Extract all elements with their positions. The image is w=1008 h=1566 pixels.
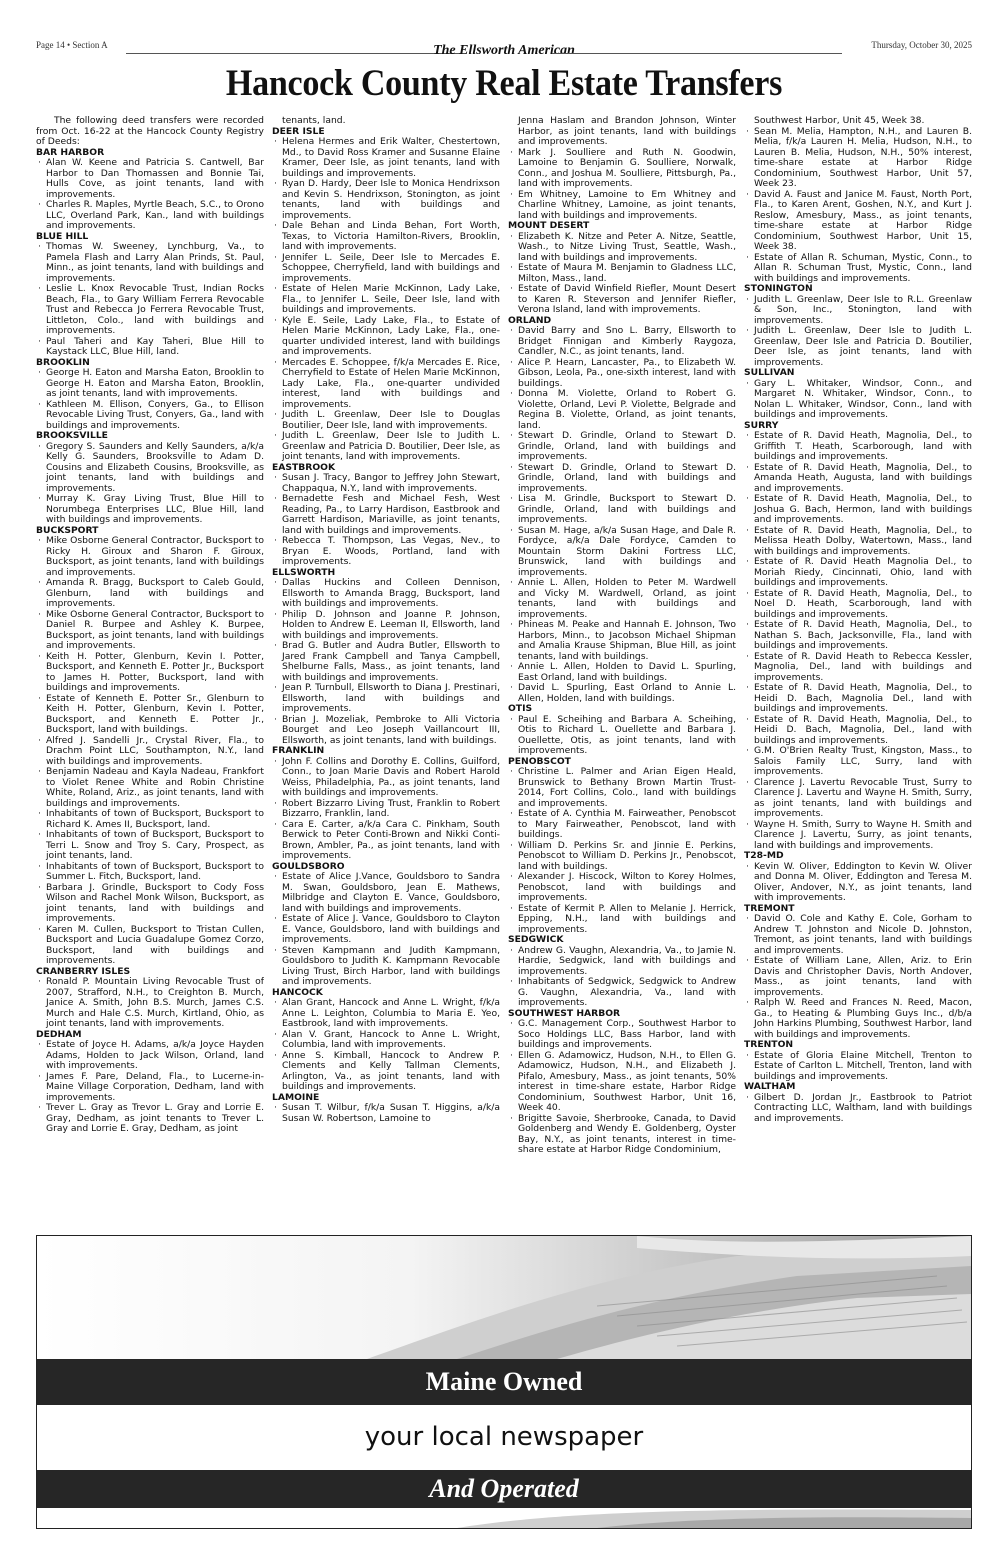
transfer-entry: · Ronald P. Mountain Living Revocable Trust of 2007, Strafford, N.H., to Creighton B. Murch, Janice A. Smith, John B.S. Murch, James C.S. Murch and Hale C.S. Murch, Kirtland, Ohio, as joint tenants, land with improvements. [36,977,264,1030]
transfer-list [508,946,736,1009]
town-heading: HANCOCK [272,986,323,998]
page-label: Page 14 • Section A [36,40,108,50]
transfer-entry: · George H. Eaton and Marsha Eaton, Brooklin to George H. Eaton and Marsha Eaton, Brooklin, as joint tenants, land with improvements. [36,368,264,400]
column-3 [508,116,736,1226]
transfer-list [508,767,736,935]
ad-tagline: your local newspaper [37,1405,971,1470]
transfer-entry: · Donna M. Violette, Orland to Robert G. Violette, Orland, Levi P. Violette, Belgrade and Regina B. Violette, Orland, as joint tenants, land. [508,389,736,431]
transfer-entry: · Estate of A. Cynthia M. Fairweather, Penobscot to Mary Fairweather, Penobscot, land with buildings. [508,809,736,841]
transfer-entry: · Judith L. Greenlaw, Deer Isle to R.L. Greenlaw & Son, Inc., Stonington, land with improvements. [744,295,972,327]
transfer-entry: · Alan W. Keene and Patricia S. Cantwell, Bar Harbor to Dan Thomassen and Bonnie Tai, Hulls Cove, as joint tenants, land with improvements. [36,158,264,200]
transfer-entry: · William D. Perkins Sr. and Jinnie E. Perkins, Penobscot to William D. Perkins Jr., Penobscot, land with buildings. [508,841,736,873]
header-rule-right [552,53,842,54]
transfer-entry: · Estate of R. David Heath, Magnolia, Del., to Griffith T. Heath, Scarborough, land with buildings and improvements. [744,431,972,463]
transfer-list [744,1051,972,1083]
ad-headline-top: Maine Owned [37,1359,971,1405]
transfer-list [744,914,972,1040]
town-heading: ELLSWORTH [272,566,336,578]
transfer-entry: · Estate of Allan R. Schuman, Mystic, Conn., to Allan R. Schuman Trust, Mystic, Conn., land with buildings and improvements. [744,253,972,285]
town-heading: OTIS [508,703,533,714]
town-heading: BAR HARBOR [36,146,105,158]
transfer-entry: · Brad G. Butler and Audra Butler, Ellsworth to Jared Frank Campbell and Tanya Campbell, Shelburne Falls, Mass., as joint tenants, land with buildings and improvements. [272,641,500,683]
transfer-entry: · Estate of R. David Heath, Magnolia, Del., to Amanda Heath, Augusta, land with buildings and improvements. [744,463,972,495]
transfer-entry: · Estate of David Winfield Riefler, Mount Desert to Karen R. Steverson and Jennifer Riefler, Verona Island, land with improvements. [508,284,736,316]
page-header [36,40,972,60]
town-heading: DEER ISLE [272,125,325,137]
town-heading: BLUE HILL [36,230,89,242]
transfer-list [36,242,264,358]
transfer-entry: · Susan T. Wilbur, f/k/a Susan T. Higgins, a/k/a Susan W. Robertson, Lamoine to [272,1103,500,1124]
town-heading: FRANKLIN [272,745,325,756]
transfer-entry: · Estate of Kermit P. Allen to Melanie J. Herrick, Epping, N.H., land with buildings and improvements. [508,904,736,936]
transfer-entry: · Lisa M. Grindle, Bucksport to Stewart D. Grindle, Orland, land with buildings and improvements. [508,494,736,526]
town-heading: BROOKLIN [36,356,90,368]
transfer-entry: · Anne S. Kimball, Hancock to Andrew P. Clements and Kelly Tallman Clements, Arlington, Va., as joint tenants, land with buildings and improvements. [272,1051,500,1093]
town-heading: ORLAND [508,314,552,326]
town-heading: SOUTHWEST HARBOR [508,1007,621,1019]
transfer-list [36,442,264,526]
transfer-entry: · Estate of Joyce H. Adams, a/k/a Joyce Hayden Adams, Holden to Jack Wilson, Orland, land with improvements. [36,1040,264,1072]
transfer-entry: · Inhabitants of town of Bucksport, Bucksport to Summer L. Fitch, Bucksport, land. [36,862,264,883]
transfer-entry: · Estate of R. David Heath, Magnolia, Del., to Heidi D. Bach, Magnolia Del., land with buildings and improvements. [744,683,972,715]
transfer-entry: · Susan M. Hage, a/k/a Susan Hage, and Dale R. Fordyce, a/k/a Dale Fordyce, Camden to Mountain Storm Dakini Fortress LLC, Brunswick, land with buildings and improvements. [508,526,736,579]
transfer-entry: · Jean P. Turnbull, Ellsworth to Diana J. Prestinari, Ellsworth, land with buildings and improvements. [272,683,500,715]
town-heading: SULLIVAN [744,367,795,378]
transfer-entry: · Alan Grant, Hancock and Anne L. Wright, f/k/a Anne L. Leighton, Columbia to Maria E. Yeo, Eastbrook, land with improvements. [272,998,500,1030]
transfer-entry: · David Barry and Sno L. Barry, Ellsworth to Bridget Finnigan and Kimberly Raygoza, Candler, N.C., as joint tenants, land. [508,326,736,358]
town-heading: BROOKSVILLE [36,430,108,441]
transfer-entry: · Estate of R. David Heath, Magnolia, Del., to Noel D. Heath, Scarborough, land with buildings and improvements. [744,589,972,621]
transfer-list [36,977,264,1030]
transfer-entry: · Trever L. Gray as Trevor L. Gray and Lorrie E. Gray, Dedham, as joint tenants to Trever L. Gray and Lorrie E. Gray, Dedham, as joint [36,1103,264,1135]
transfer-entry: · Judith L. Greenlaw, Deer Isle to Douglas Boutilier, Deer Isle, land with improvements. [272,410,500,431]
transfer-entry: · Brian J. Mozeliak, Pembroke to Alli Victoria Bourget and Leo Joseph Vaillancourt III, Ellsworth, as joint tenants, land with buildings. [272,715,500,747]
transfer-list [272,137,500,463]
transfer-entry: · G.M. O'Brien Realty Trust, Kingston, Mass., to Salois Family LLC, Surry, land with improvements. [744,746,972,778]
transfer-list [272,757,500,862]
transfer-entry: · Inhabitants of town of Bucksport, Bucksport to Richard K. Ames II, Bucksport, land. [36,809,264,830]
transfer-entry: · Karen M. Cullen, Bucksport to Tristan Cullen, Bucksport and Lucia Guadalupe Gomez Corzo, Bucksport, land with buildings and improvements. [36,925,264,967]
transfer-entry: · Mark J. Soulliere and Ruth N. Goodwin, Lamoine to Benjamin G. Soulliere, Norwalk, Conn., and Joshua M. Soulliere, Pittsburgh, Pa., land with improvements. [508,148,736,190]
transfer-list [508,1019,736,1156]
transfer-entry: · Mike Osborne General Contractor, Bucksport to Ricky H. Giroux and Sharon F. Giroux, Bucksport, as joint tenants, land with buildings and improvements. [36,536,264,578]
transfer-entry: · Estate of R. David Heath, Magnolia, Del., to Heidi D. Bach, Magnolia, Del., land with buildings and improvements. [744,715,972,747]
transfer-entry: · Dallas Huckins and Colleen Dennison, Ellsworth to Amanda Bragg, Bucksport, land with buildings and improvements. [272,578,500,610]
transfer-entry: · Kevin W. Oliver, Eddington to Kevin W. Oliver and Donna M. Oliver, Eddington and Teresa M. Oliver, Andover, N.Y., as joint tenants, land with improvements. [744,862,972,904]
transfer-entry: · Steven Kampmann and Judith Kampmann, Gouldsboro to Judith K. Kampmann Revocable Living Trust, Birch Harbor, land with buildings and improvements. [272,946,500,988]
transfer-list [744,295,972,369]
continued-text: tenants, land. [282,116,346,126]
transfer-entry: · Benjamin Nadeau and Kayla Nadeau, Frankfort to Violet Renee White and Robin Christine White, Roland, Ariz., as joint tenants, land with buildings and improvements. [36,767,264,809]
continued-text: Southwest Harbor, Unit 45, Week 38. [754,116,925,126]
transfer-entry: · Brigitte Savoie, Sherbrooke, Canada, to David Goldenberg and Wendy E. Goldenberg, Oyster Bay, N.Y., as joint tenants, interest in time-share estate at Harbor Ridge Condominium, [508,1114,736,1156]
transfer-list [36,536,264,967]
transfer-entry: · Philip D. Johnson and Joanne P. Johnson, Holden to Andrew E. Leeman II, Ellsworth, land with buildings and improvements. [272,610,500,642]
transfer-entry: · Clarence J. Lavertu Revocable Trust, Surry to Clarence J. Lavertu and Wayne H. Smith, Surry, as joint tenants, land with buildings and improvements. [744,778,972,820]
transfer-entry: · Judith L. Greenlaw, Deer Isle to Judith L. Greenlaw, Deer Isle and Patricia D. Boutilier, Deer Isle, as joint tenants, land with improvements. [744,326,972,368]
transfer-entry: · Dale Behan and Linda Behan, Fort Worth, Texas, to Victoria Hamilton-Rivers, Brooklin, land with improvements. [272,221,500,253]
transfer-entry: · Inhabitants of Sedgwick, Sedgwick to Andrew G. Vaughn, Alexandria, Va., land with improvements. [508,977,736,1009]
transfer-list [272,473,500,568]
transfer-entry: · David O. Cole and Kathy E. Cole, Gorham to Andrew T. Johnston and Nicole D. Johnston, Tremont, as joint tenants, land with buildings and improvements. [744,914,972,956]
transfer-entry: · Cara E. Carter, a/k/a Cara C. Pinkham, South Berwick to Peter Conti-Brown and Nikki Conti-Brown, Ambler, Pa., as joint tenants, land with improvements. [272,820,500,862]
column-1 [36,116,264,1226]
transfer-entry: · Christine L. Palmer and Arian Eigen Heald, Brunswick to Bethany Brown Martin Trust-2014, Fort Collins, Colo., land with buildings and improvements. [508,767,736,809]
transfer-entry: · Estate of Alice J. Vance, Gouldsboro to Clayton E. Vance, Gouldsboro, land with buildings and improvements. [272,914,500,946]
town-heading: BUCKSPORT [36,524,99,536]
town-heading: MOUNT DESERT [508,220,590,231]
town-heading: LAMOINE [272,1091,320,1103]
transfer-entry: · Paul Taheri and Kay Taheri, Blue Hill to Kaystack LLC, Blue Hill, land. [36,337,264,358]
transfer-entry: · Estate of Maura M. Benjamin to Gladness LLC, Milton, Mass., land. [508,263,736,284]
transfer-list [272,1103,500,1124]
transfer-entry: · Em Whitney, Lamoine to Em Whitney and Charline Whitney, Lamoine, as joint tenants, land with buildings and improvements. [508,190,736,222]
transfer-list [744,1093,972,1125]
transfer-entry: · Estate of R. David Heath, Magnolia, Del., to Joshua G. Bach, Hermon, land with buildings and improvements. [744,494,972,526]
transfer-entry: · Bernadette Fesh and Michael Fesh, West Reading, Pa., to Larry Hardison, Eastbrook and Garrett Hardison, Mariaville, as joint tenants, land with buildings and improvements. [272,494,500,536]
page-title: Hancock County Real Estate Transfers [225,63,783,104]
transfer-entry: · James F. Pare, Deland, Fla., to Lucerne-in-Maine Village Corporation, Dedham, land with improvements. [36,1072,264,1104]
transfer-entry: · Gary L. Whitaker, Windsor, Conn., and Margaret N. Whitaker, Windsor, Conn., to Nolan L. Whitaker, Windsor, Conn., land with buildings and improvements. [744,379,972,421]
transfer-entry: · Ryan D. Hardy, Deer Isle to Monica Hendrixson and Kevin S. Hendrixson, Stonington, as joint tenants, land with buildings and improvements. [272,179,500,221]
transfer-entry: · Estate of R. David Heath to Rebecca Kessler, Magnolia, Del., land with buildings and improvements. [744,652,972,684]
transfer-entry: · G.C. Management Corp., Southwest Harbor to Soco Holdings LLC, Bass Harbor, land with buildings and improvements. [508,1019,736,1051]
continued-list [744,116,972,284]
transfer-entry: · Estate of R. David Heath, Magnolia, Del., to Melissa Heath Dolby, Watertown, Mass., land with buildings and improvements. [744,526,972,558]
transfer-entry: · Estate of William Lane, Allen, Ariz. to Erin Davis and Christopher Davis, North Andover, Mass., as joint tenants, land with improvements. [744,956,972,998]
transfer-entry: · Helena Hermes and Erik Walter, Chestertown, Md., to David Ross Kramer and Susanne Elaine Kramer, Deer Isle, as joint tenants, land with buildings and improvements. [272,137,500,179]
transfer-list [36,1040,264,1135]
transfer-entry: · Stewart D. Grindle, Orland to Stewart D. Grindle, Orland, land with buildings and improvements. [508,431,736,463]
transfer-entry: · Mercades E. Schoppee, f/k/a Mercades E. Rice, Cherryfield to Estate of Helen Marie McKinnon, Lady Lake, Fla., one-quarter undivided interest, land with buildings and improvements. [272,358,500,411]
transfer-entry: · Estate of Gloria Elaine Mitchell, Trenton to Estate of Carlton L. Mitchell, Trenton, land with buildings and improvements. [744,1051,972,1083]
newspaper-name: The Ellsworth American [433,43,575,58]
transfer-entry: · Gregory S. Saunders and Kelly Saunders, a/k/a Kelly G. Saunders, Brooksville to Adam D. Cousins and Elizabeth Cousins, Brooksville, as joint tenants, land with buildings and improvements. [36,442,264,495]
transfer-entry: · Estate of Helen Marie McKinnon, Lady Lake, Fla., to Jennifer L. Seile, Deer Isle, land with buildings and improvements. [272,284,500,316]
transfer-entry: · Barbara J. Grindle, Bucksport to Cody Foss Wilson and Rachel Monk Wilson, Bucksport, as joint tenants, land with buildings and improvements. [36,883,264,925]
town-heading: EASTBROOK [272,461,336,473]
transfer-entry: · David A. Faust and Janice M. Faust, North Port, Fla., to Karen Arent, Goshen, N.Y., and Kurt J. Reslow, Amesbury, Mass., as joint tenants, time-share estate at Harbor Ridge Condominium, Southwest Harbor, Unit 15, Week 38. [744,190,972,253]
town-heading: GOULDSBORO [272,860,345,872]
transfer-entry: · Alfred J. Sandelli Jr., Crystal River, Fla., to Drachm Point LLC, Southampton, N.Y., land with buildings and improvements. [36,736,264,768]
transfer-entry: · David L. Spurling, East Orland to Annie L. Allen, Holden, land with buildings. [508,683,736,704]
transfer-entry: · Annie L. Allen, Holden to David L. Spurling, East Orland, land with buildings. [508,662,736,683]
transfer-entry: · Jennifer L. Seile, Deer Isle to Mercades E. Schoppee, Cherryfield, land with buildings and improvements. [272,253,500,285]
transfer-list [508,326,736,704]
transfer-list [508,232,736,316]
transfer-list [744,379,972,421]
continued-text: Jenna Haslam and Brandon Johnson, Winter Harbor, as joint tenants, land with buildings and improvements. [518,116,736,147]
transfer-list [744,862,972,904]
transfer-entry: · Andrew G. Vaughn, Alexandria, Va., to Jamie N. Hardie, Sedgwick, land with buildings and improvements. [508,946,736,978]
transfer-entry: · Judith L. Greenlaw, Deer Isle to Judith L. Greenlaw and Patricia D. Boutilier, Deer Isle, as joint tenants, land with improvements. [272,431,500,463]
house-advertisement [36,1235,972,1529]
transfer-list [272,998,500,1093]
town-heading: SEDGWICK [508,934,564,945]
town-heading: TRENTON [744,1039,794,1050]
town-heading: WALTHAM [744,1081,796,1092]
transfer-list [508,715,736,757]
transfer-entry: · Annie L. Allen, Holden to Peter M. Wardwell and Vicky M. Wardwell, Orland, as joint tenants, land with buildings and improvements. [508,578,736,620]
town-heading: STONINGTON [744,283,813,294]
transfer-entry: · Alan V. Grant, Hancock to Anne L. Wright, Columbia, land with improvements. [272,1030,500,1051]
transfer-entry: · Gilbert D. Jordan Jr., Eastbrook to Patriot Contracting LLC, Waltham, land with buildings and improvements. [744,1093,972,1125]
transfer-entry: · Estate of Kenneth E. Potter Sr., Glenburn to Keith H. Potter, Glenburn, Kevin I. Potter, Bucksport, and Kenneth E. Potter Jr., Bucksport, land with buildings. [36,694,264,736]
transfer-entry: · Keith H. Potter, Glenburn, Kevin I. Potter, Bucksport, and Kenneth E. Potter Jr., Bucksport to James H. Potter, Bucksport, land with buildings and improvements. [36,652,264,694]
transfer-entry: · Charles R. Maples, Myrtle Beach, S.C., to Orono LLC, Overland Park, Kan., land with buildings and improvements. [36,200,264,232]
column-2 [272,116,500,1226]
town-heading: DEDHAM [36,1028,82,1040]
transfer-entry: · Susan J. Tracy, Bangor to Jeffrey John Stewart, Chappaqua, N.Y., land with improvements. [272,473,500,494]
transfer-entry: · Inhabitants of town of Bucksport, Bucksport to Terri L. Snow and Troy S. Cary, Prospect, as joint tenants, land. [36,830,264,862]
transfer-entry: · Wayne H. Smith, Surry to Wayne H. Smith and Clarence J. Lavertu, Surry, as joint tenants, land with buildings and improvements. [744,820,972,852]
intro-text: The following deed transfers were recorded from Oct. 16-22 at the Hancock County Registry of Deeds: [36,116,264,147]
transfer-entry: · Rebecca T. Thompson, Las Vegas, Nev., to Bryan E. Woods, Portland, land with improvements. [272,536,500,568]
column-4 [744,116,972,1226]
transfer-entry: · John F. Collins and Dorothy E. Collins, Guilford, Conn., to Joan Marie Davis and Robert Harold Weiss, Philadelphia, Pa., as joint tenants, land with buildings and improvements. [272,757,500,799]
transfer-list [36,368,264,431]
continued-list [272,116,500,127]
article-columns [36,116,972,1226]
transfer-entry: · Estate of R. David Heath, Magnolia, Del., to Nathan S. Bach, Jacksonville, Fla., land with buildings and improvements. [744,620,972,652]
transfer-entry: · Estate of Alice J.Vance, Gouldsboro to Sandra M. Swan, Gouldsboro, Jean E. Mathews, Milbridge and Clayton E. Vance, Gouldsboro, land with buildings and improvements. [272,872,500,914]
transfer-entry: · Alice P. Hearn, Lancaster, Pa., to Elizabeth W. Gibson, Leola, Pa., one-sixth interest, land with buildings. [508,358,736,390]
transfer-entry: · Amanda R. Bragg, Bucksport to Caleb Gould, Glenburn, land with buildings and improvements. [36,578,264,610]
transfer-entry: · Kyle E. Seile, Lady Lake, Fla., to Estate of Helen Marie McKinnon, Lady Lake, Fla., one-quarter undivided interest, land with buildings and improvements. [272,316,500,358]
transfer-entry: · Leslie L. Knox Revocable Trust, Indian Rocks Beach, Fla., to Gary William Ferrera Revocable Trust and Rebecca Jo Ferrera Revocable Trust, Littleton, Colo., land with buildings and improvements. [36,284,264,337]
transfer-entry: · Alexander J. Hiscock, Wilton to Korey Holmes, Penobscot, land with buildings and improvements. [508,872,736,904]
transfer-entry: · Stewart D. Grindle, Orland to Stewart D. Grindle, Orland, land with buildings and improvements. [508,463,736,495]
transfer-entry: · Robert Bizzarro Living Trust, Franklin to Robert Bizzarro, Franklin, land. [272,799,500,820]
town-heading: TREMONT [744,902,795,914]
transfer-entry: · Ralph W. Reed and Frances N. Reed, Macon, Ga., to Heating & Plumbing Guys Inc., d/b/a John Harkins Plumbing, Southwest Harbor, land with buildings and improvements. [744,998,972,1040]
town-heading: T28-MD [744,850,784,861]
transfer-entry: · Murray K. Gray Living Trust, Blue Hill to Norumbega Enterprises LLC, Blue Hill, land with buildings and improvements. [36,494,264,526]
transfer-entry: · Estate of R. David Heath Magnolia Del., to Moriah Riedy, Cincinnati, Ohio, land with buildings and improvements. [744,557,972,589]
transfer-entry: · Ellen G. Adamowicz, Hudson, N.H., to Ellen G. Adamowicz, Hudson, N.H., and Elizabeth J. Pifalo, Amesbury, Mass., as joint tenants, 50% interest in time-share estate, Harbor Ridge Condominium, Southwest Harbor, Unit 16, Week 40. [508,1051,736,1114]
transfer-list [272,578,500,746]
transfer-entry: · Mike Osborne General Contractor, Bucksport to Daniel R. Burpee and Ashley K. Burpee, Bucksport, as joint tenants, land with buildings and improvements. [36,610,264,652]
transfer-entry: · Sean M. Melia, Hampton, N.H., and Lauren B. Melia, f/k/a Lauren H. Melia, Hudson, N.H., to Lauren B. Melia, Hudson, N.H., 50% interest, time-share estate at Harbor Ridge Condominium, Southwest Harbor, Unit 57, Week 23. [744,127,972,190]
transfer-list [36,158,264,232]
continued-list [508,116,736,221]
transfer-entry: · Thomas W. Sweeney, Lynchburg, Va., to Pamela Flash and Larry Alan Prinds, St. Paul, Minn., as joint tenants, land with buildings and improvements. [36,242,264,284]
town-heading: CRANBERRY ISLES [36,965,131,977]
transfer-entry: · Elizabeth K. Nitze and Peter A. Nitze, Seattle, Wash., to Nitze Living Trust, Seattle, Wash., land with buildings and improvements. [508,232,736,264]
town-heading: PENOBSCOT [508,755,571,767]
transfer-list [744,431,972,851]
town-heading: SURRY [744,419,779,431]
transfer-entry: · Phineas M. Peake and Hannah E. Johnson, Two Harbors, Minn., to Jacobson Michael Shipman and Amalia Krause Shipman, Blue Hill, as joint tenants, land with buildings. [508,620,736,662]
ad-headline-bottom: And Operated [37,1470,971,1508]
transfer-entry: · Paul E. Scheihing and Barbara A. Scheihing, Otis to Richard L. Ouellette and Barbara J. Ouellette, Otis, as joint tenants, land with improvements. [508,715,736,757]
issue-date: Thursday, October 30, 2025 [871,40,972,50]
transfer-entry: · Kathleen M. Ellison, Conyers, Ga., to Ellison Revocable Living Trust, Conyers, Ga., land with buildings and improvements. [36,400,264,432]
transfer-list [272,872,500,988]
